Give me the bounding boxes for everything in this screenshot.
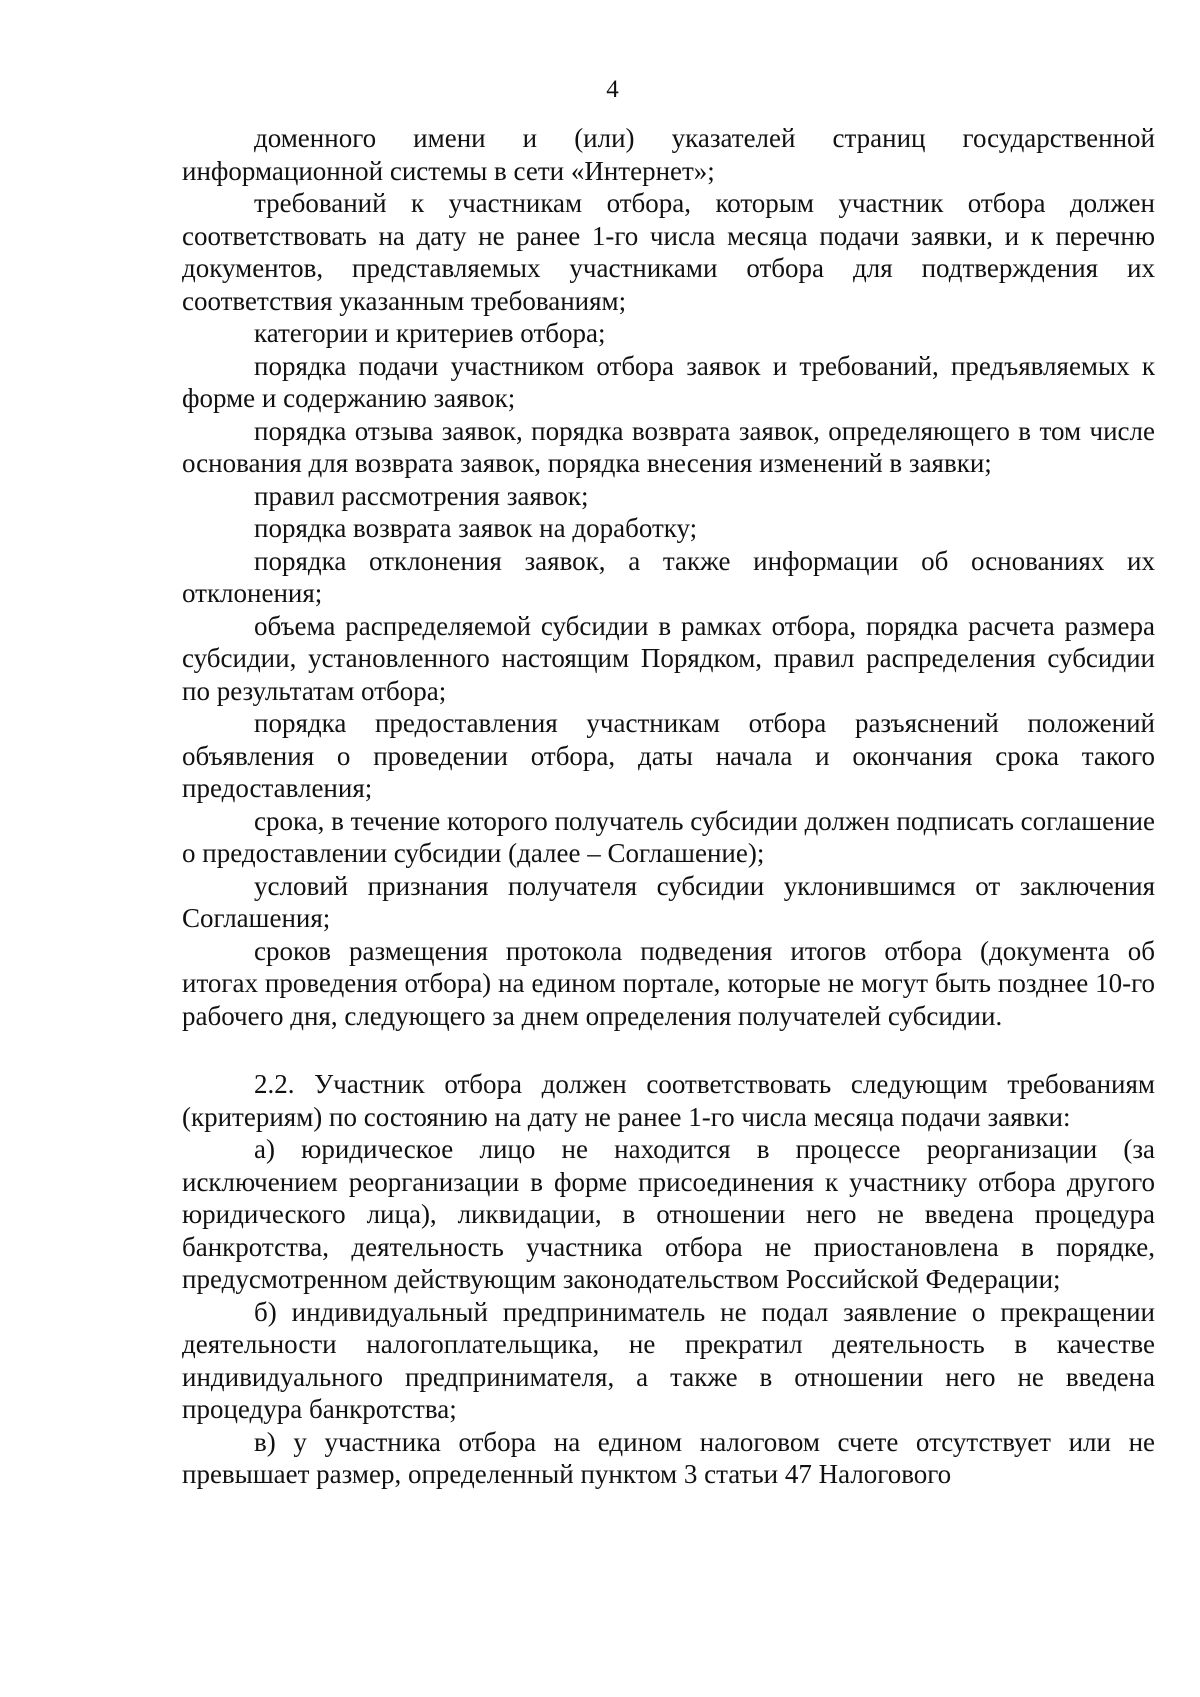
paragraph: доменного имени и (или) указателей страниц государственной информационной системы в сети «Интернет»; [182,123,1155,186]
section-heading-paragraph: 2.2. Участник отбора должен соответствовать следующим требованиям (критериям) по состоянию на дату не ранее 1-го числа месяца подачи заявки: [182,1069,1155,1132]
paragraph: порядка предоставления участникам отбора разъяснений положений объявления о проведении отбора, даты начала и окончания срока такого предоставления; [182,708,1155,803]
list-item-a: а) юридическое лицо не находится в процессе реорганизации (за исключением реорганизации в форме присоединения к участнику отбора другого юридического лица), ликвидации, в отношении него не введена процедура банкротства, деятельность участника отбора не приостановлена в порядке, предусмотренном действующим законодательством Российской Федерации; [182,1134,1155,1294]
paragraph: порядка отклонения заявок, а также информации об основаниях их отклонения; [182,545,1155,608]
paragraph: правил рассмотрения заявок; [254,480,589,511]
page-number: 4 [606,76,619,103]
paragraph: порядка подачи участником отбора заявок и требований, предъявляемых к форме и содержанию заявок; [182,350,1155,413]
paragraph: порядка возврата заявок на доработку; [254,513,698,543]
paragraph: объема распределяемой субсидии в рамках отбора, порядка расчета размера субсидии, установленного настоящим Порядком, правил распределения субсидии по результатам отбора; [182,610,1155,706]
paragraph: требований к участникам отбора, которым участник отбора должен соответствовать на дату не ранее 1-го числа месяца подачи заявки, и к перечню документов, представляемых участниками отбора для подтверждения их соответствия указанным требованиям; [182,188,1155,316]
paragraph: сроков размещения протокола подведения итогов отбора (документа об итогах проведения отбора) на едином портале, которые не могут быть позднее 10-го рабочего дня, следующего за днем определения получателей субсидии. [182,935,1155,1031]
paragraph: категории и критериев отбора; [254,318,606,348]
paragraph: срока, в течение которого получатель субсидии должен подписать соглашение о предоставлении субсидии (далее – Соглашение); [182,805,1155,868]
list-item-b: б) индивидуальный предприниматель не подал заявление о прекращении деятельности налогоплательщика, не прекратил деятельность в качестве индивидуального предпринимателя, а также в отношении него не введена процедура банкротства; [182,1296,1155,1424]
paragraph: условий признания получателя субсидии уклонившимся от заключения Соглашения; [182,870,1155,933]
paragraph: порядка отзыва заявок, порядка возврата заявок, определяющего в том числе основания для возврата заявок, порядка внесения изменений в заявки; [182,415,1155,478]
list-item-v: в) у участника отбора на едином налоговом счете отсутствует или не превышает размер, определенный пунктом 3 статьи 47 Налогового [182,1426,1155,1489]
document-body [182,122,1155,1491]
